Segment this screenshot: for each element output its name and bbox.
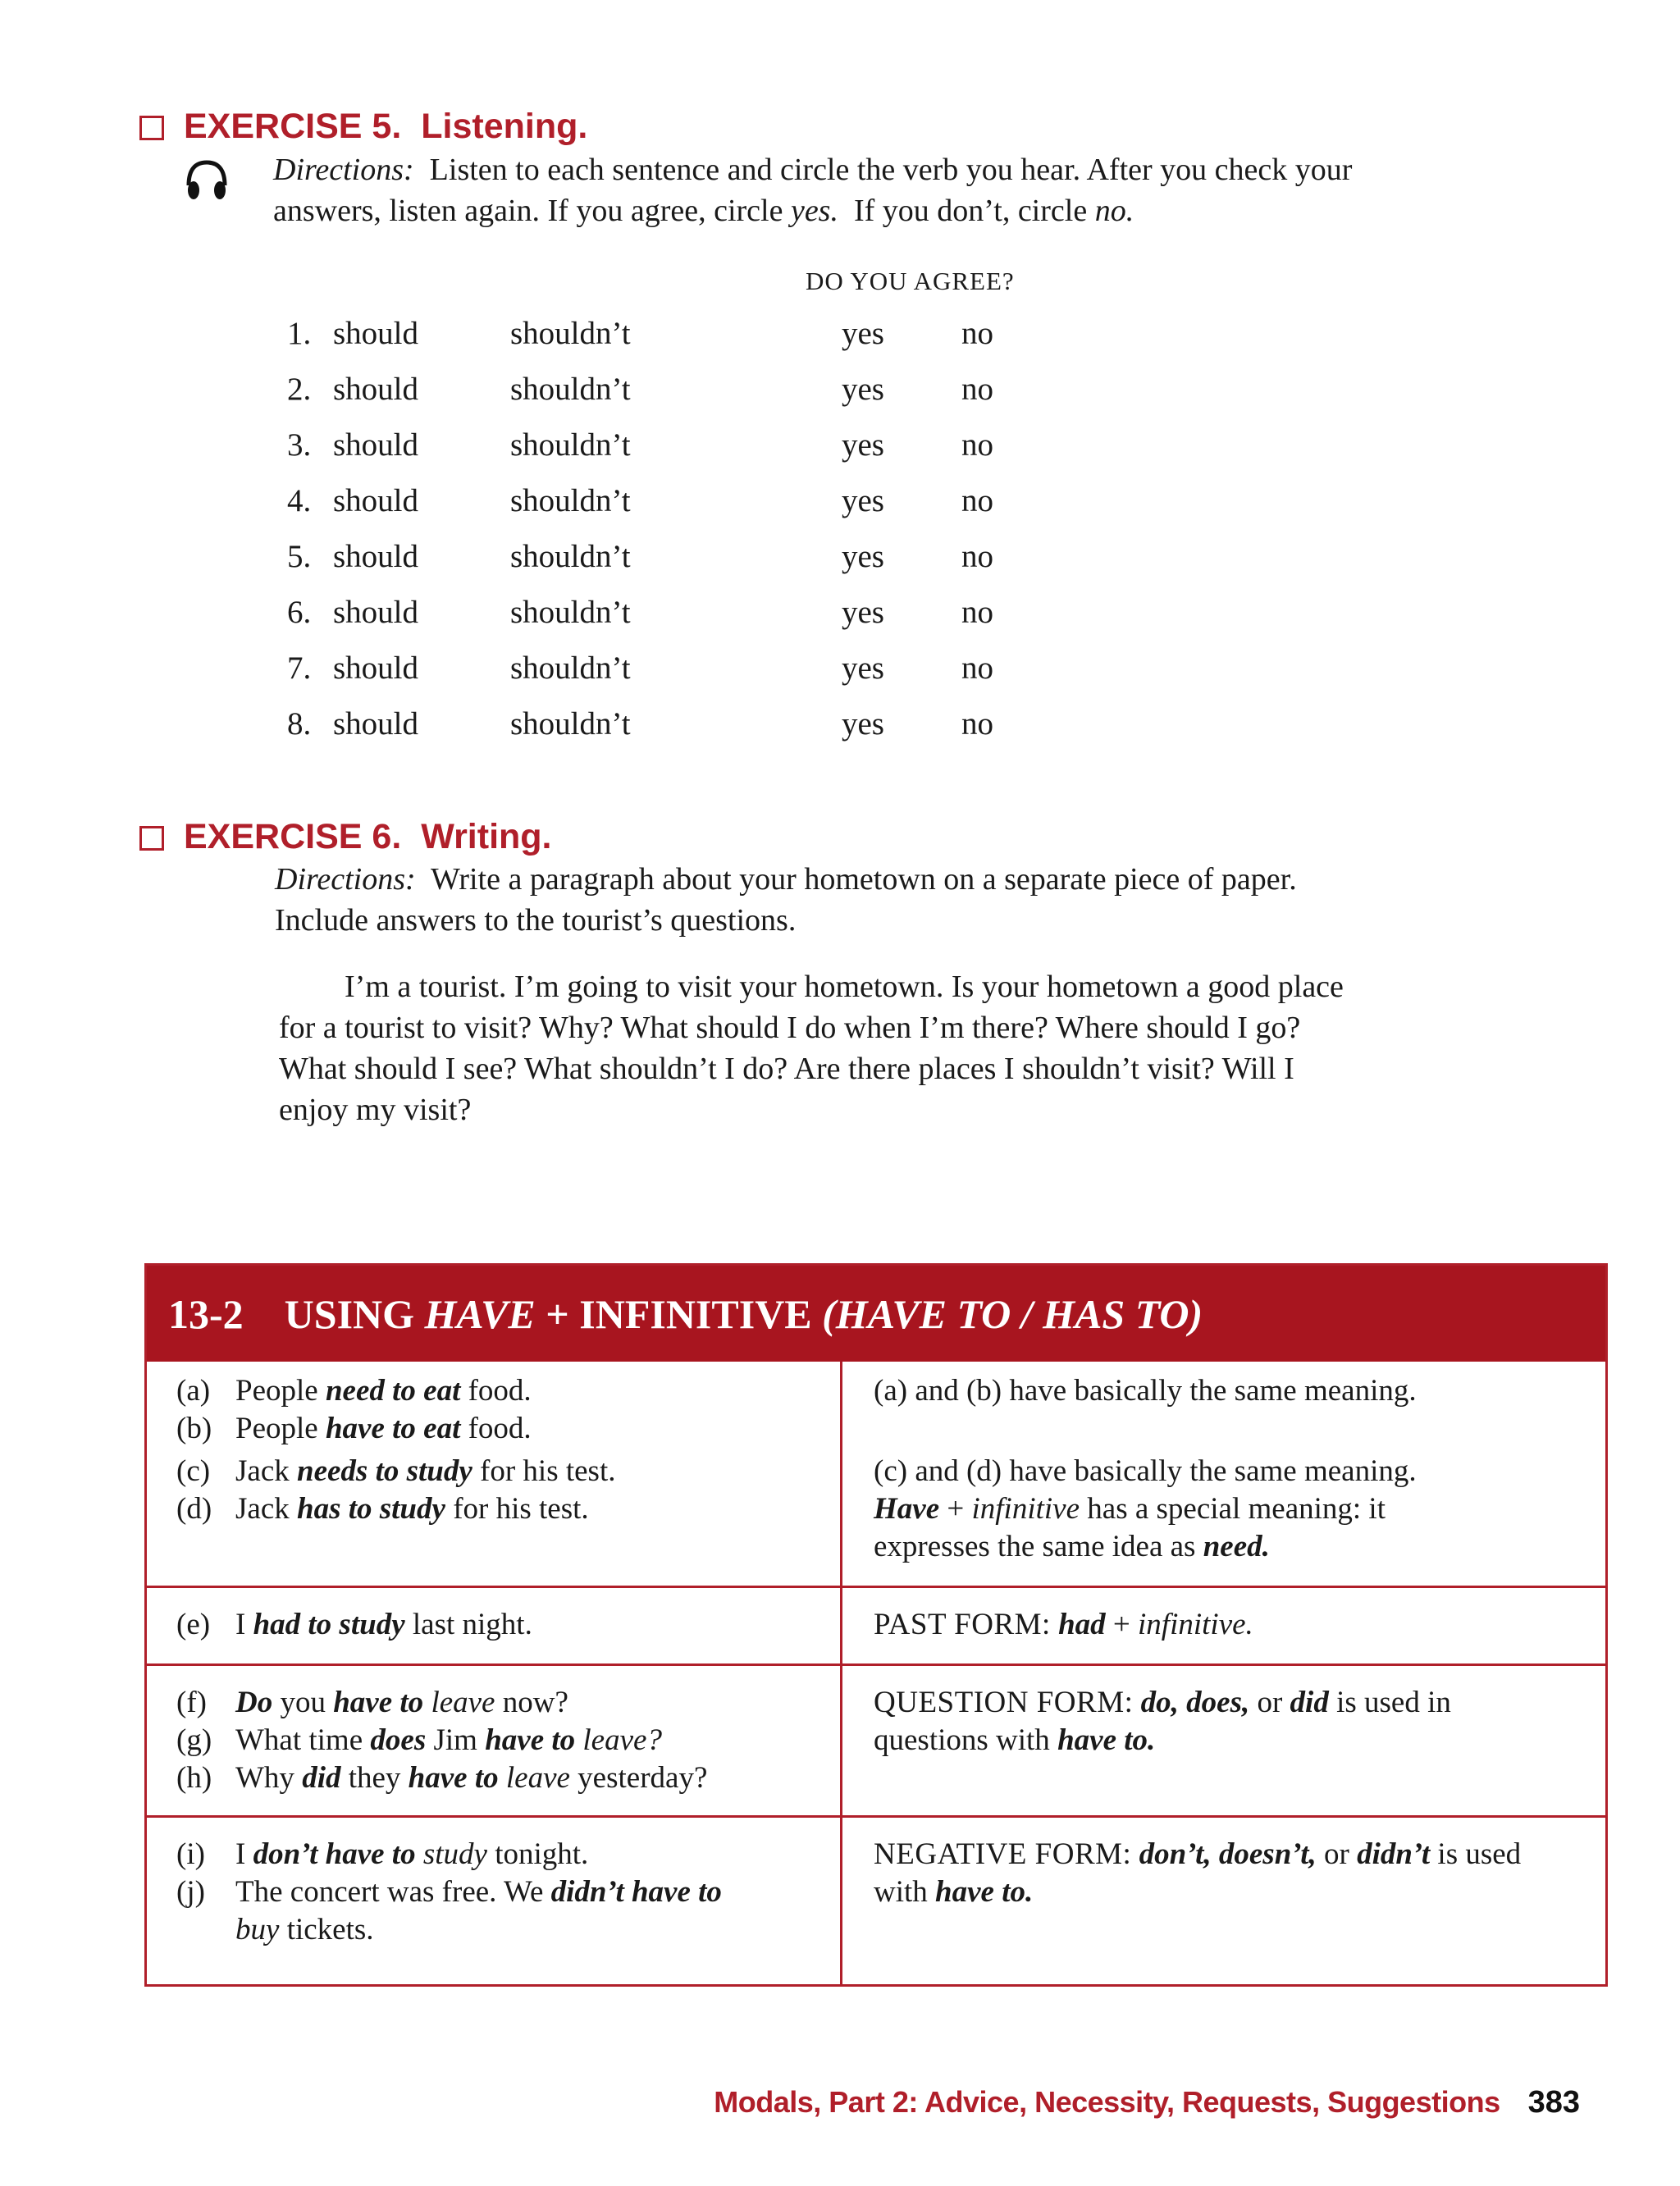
example-text: People [235,1374,318,1408]
choice-shouldnt[interactable]: shouldn’t [510,650,631,686]
directions-text: Include answers to the tourist’s questions. [275,903,797,938]
example-italic: leave [505,1761,570,1795]
example-label: (j) [176,1875,205,1909]
explanation-text: questions with [874,1723,1050,1757]
form-label: QUESTION FORM: [874,1686,1134,1719]
example-text: People [235,1412,318,1445]
example-text: for his test. [453,1492,589,1526]
agree-yes[interactable]: yes [842,650,884,686]
example-text: The concert was free. We [235,1875,544,1909]
example-emphasis: didn’t have to [550,1875,722,1909]
paragraph-line: I’m a tourist. I’m going to visit your hometown. Is your hometown a good place [345,970,1344,1004]
explanation-emphasis: Have [874,1492,940,1526]
headphones-icon [182,156,231,205]
directions-yes: yes. [790,194,838,228]
choice-shouldnt[interactable]: shouldn’t [510,706,631,742]
item-number: 5. [287,539,312,574]
example-emphasis: needs to study [297,1454,472,1488]
agree-no[interactable]: no [961,595,993,630]
directions-label: Directions: [275,862,416,897]
directions-text: answers, listen again. If you agree, circle [273,194,783,228]
example-text: Why [235,1761,294,1795]
choice-should[interactable]: should [333,372,419,407]
explanation-emphasis: have to. [935,1875,1034,1909]
choice-shouldnt[interactable]: shouldn’t [510,595,631,630]
item-number: 3. [287,427,312,463]
example-emphasis: don’t have to [253,1837,416,1871]
form-label: NEGATIVE FORM: [874,1837,1132,1871]
choice-should[interactable]: should [333,650,419,686]
item-number: 7. [287,650,312,686]
chart-title-part: (HAVE TO / HAS TO) [822,1290,1203,1337]
explanation-text: (c) and (d) have basically the same meaning. [874,1454,1417,1488]
example-text: last night. [412,1608,532,1641]
examples-f-h [176,1684,707,1797]
choice-shouldnt[interactable]: shouldn’t [510,427,631,463]
example-emphasis: have to [485,1723,576,1757]
example-e [176,1606,532,1644]
row-divider [147,1815,1605,1818]
directions-text: Write a paragraph about your hometown on a separate piece of paper. [431,862,1297,897]
exercise-6-heading [139,812,552,861]
chart-number: 13-2 [168,1290,244,1337]
exercise-5-item [0,705,1680,761]
page-number: 383 [1527,2084,1580,2120]
explanation-text: or [1257,1686,1283,1719]
exercise-6-title: Writing. [421,816,552,856]
example-text: now? [502,1686,568,1719]
item-number: 6. [287,595,312,630]
example-text: tickets. [286,1913,374,1946]
example-text: they [348,1761,401,1795]
explanation-text: is used in [1336,1686,1451,1719]
directions-no: no. [1094,194,1134,228]
explanation-emphasis: have to. [1057,1723,1156,1757]
choice-should[interactable]: should [333,595,419,630]
explanation-text: expresses the same idea as [874,1530,1196,1563]
example-text: I [235,1608,246,1641]
example-label: (h) [176,1761,212,1795]
explanation-e [874,1606,1587,1644]
agree-no[interactable]: no [961,650,993,686]
example-text: Jack [235,1492,290,1526]
explanation-a-d [874,1372,1587,1566]
row-divider [147,1663,1605,1666]
item-number: 1. [287,316,312,351]
explanation-text: is used [1437,1837,1522,1871]
paragraph-line: What should I see? What shouldn’t I do? Are there places I shouldn’t visit? Will I [279,1052,1294,1086]
exercise-5-item [0,371,1680,427]
chart-header [147,1266,1605,1362]
exercise-6-directions [275,859,1297,941]
chart-title-part: + INFINITIVE [546,1290,812,1337]
chapter-title: Modals, Part 2: Advice, Necessity, Requests, Suggestions [714,2085,1500,2119]
chart-title-part: HAVE [424,1290,536,1337]
example-text: food. [468,1412,532,1445]
exercise-5-directions [273,149,1352,231]
item-number: 4. [287,483,312,518]
example-label: (a) [176,1374,211,1408]
example-text: Jack [235,1454,290,1488]
do-you-agree-header: DO YOU AGREE? [806,267,1015,295]
exercise-5-item [0,538,1680,594]
page-footer [714,2082,1580,2123]
item-number: 2. [287,372,312,407]
agree-yes[interactable]: yes [842,706,884,742]
example-italic: study [422,1837,487,1871]
example-italic: leave [431,1686,495,1719]
choice-shouldnt[interactable]: shouldn’t [510,316,631,351]
choice-should[interactable]: should [333,427,419,463]
example-italic: leave? [582,1723,662,1757]
example-emphasis: have to [333,1686,424,1719]
explanation-emphasis: didn’t [1357,1837,1431,1871]
paragraph-line: enjoy my visit? [279,1093,472,1127]
chart-title-part: USING [284,1290,415,1337]
choice-should[interactable]: should [333,539,419,574]
directions-text: If you don’t, circle [853,194,1088,228]
explanation-text: (a) and (b) have basically the same meaning. [874,1374,1417,1408]
agree-yes[interactable]: yes [842,539,884,574]
explanation-i-j [874,1836,1587,1911]
explanation-f-h [874,1684,1587,1759]
exercise-5-heading [139,102,587,151]
agree-yes[interactable]: yes [842,427,884,463]
agree-yes[interactable]: yes [842,483,884,518]
form-label: PAST FORM: [874,1608,1051,1641]
exercise-5-item [0,482,1680,538]
agree-no[interactable]: no [961,483,993,518]
explanation-text: or [1324,1837,1349,1871]
exercise-5-item [0,594,1680,650]
example-label: (e) [176,1608,211,1641]
example-emphasis: did [302,1761,341,1795]
exercise-5-title: Listening. [421,106,588,146]
grammar-chart-13-2 [144,1263,1608,1987]
example-text: I [235,1837,246,1871]
example-label: (f) [176,1686,207,1719]
checkbox-icon[interactable] [139,826,164,851]
example-emphasis: had to study [253,1608,405,1641]
example-italic: buy [235,1913,280,1946]
example-emphasis: Do [235,1686,273,1719]
agree-no[interactable]: no [961,706,993,742]
explanation-emphasis: did [1290,1686,1329,1719]
choice-should[interactable]: should [333,706,419,742]
column-divider [840,1362,842,1984]
example-label: (b) [176,1412,212,1445]
choice-shouldnt[interactable]: shouldn’t [510,483,631,518]
example-label: (d) [176,1492,212,1526]
exercise-5-label: EXERCISE 5. [184,106,402,146]
row-divider [147,1586,1605,1588]
agree-yes[interactable]: yes [842,372,884,407]
explanation-italic: infinitive. [1138,1608,1253,1641]
directions-text: Listen to each sentence and circle the verb you hear. After you check your [429,153,1353,187]
example-emphasis: does [370,1723,427,1757]
example-emphasis: has to study [297,1492,445,1526]
explanation-text: has a special meaning: it [1087,1492,1386,1526]
example-emphasis: have to [408,1761,499,1795]
choice-should[interactable]: should [333,316,419,351]
item-number: 8. [287,706,312,742]
example-text: for his test. [480,1454,616,1488]
explanation-text: with [874,1875,928,1909]
exercise-5-item [0,650,1680,705]
agree-yes[interactable]: yes [842,316,884,351]
directions-label: Directions: [273,153,414,187]
agree-no[interactable]: no [961,316,993,351]
agree-no[interactable]: no [961,539,993,574]
example-label: (i) [176,1837,205,1871]
choice-shouldnt[interactable]: shouldn’t [510,372,631,407]
example-text: you [280,1686,326,1719]
exercise-5-item [0,315,1680,371]
example-text: Jim [433,1723,477,1757]
example-emphasis: need to eat [325,1374,461,1408]
explanation-italic: infinitive [971,1492,1080,1526]
example-text: What time [235,1723,363,1757]
example-text: tonight. [495,1837,589,1871]
explanation-emphasis: don’t, doesn’t, [1139,1837,1317,1871]
explanation-emphasis: had [1058,1608,1106,1641]
explanation-emphasis: need. [1203,1530,1270,1563]
example-label: (c) [176,1454,211,1488]
agree-no[interactable]: no [961,427,993,463]
agree-no[interactable]: no [961,372,993,407]
examples-a-d [176,1372,615,1528]
agree-yes[interactable]: yes [842,595,884,630]
example-emphasis: have to eat [325,1412,461,1445]
choice-shouldnt[interactable]: shouldn’t [510,539,631,574]
explanation-text: + [1112,1608,1130,1641]
tourist-paragraph [279,966,1591,1130]
exercise-6-label: EXERCISE 6. [184,816,402,856]
exercise-5-item [0,427,1680,482]
paragraph-line: for a tourist to visit? Why? What should I do when I’m there? Where should I go? [279,1011,1301,1045]
explanation-emphasis: do, does, [1140,1686,1250,1719]
example-text: food. [468,1374,532,1408]
explanation-text: + [947,1492,965,1526]
choice-should[interactable]: should [333,483,419,518]
example-label: (g) [176,1723,212,1757]
example-text: yesterday? [578,1761,708,1795]
checkbox-icon[interactable] [139,116,164,140]
examples-i-j [176,1836,722,1949]
